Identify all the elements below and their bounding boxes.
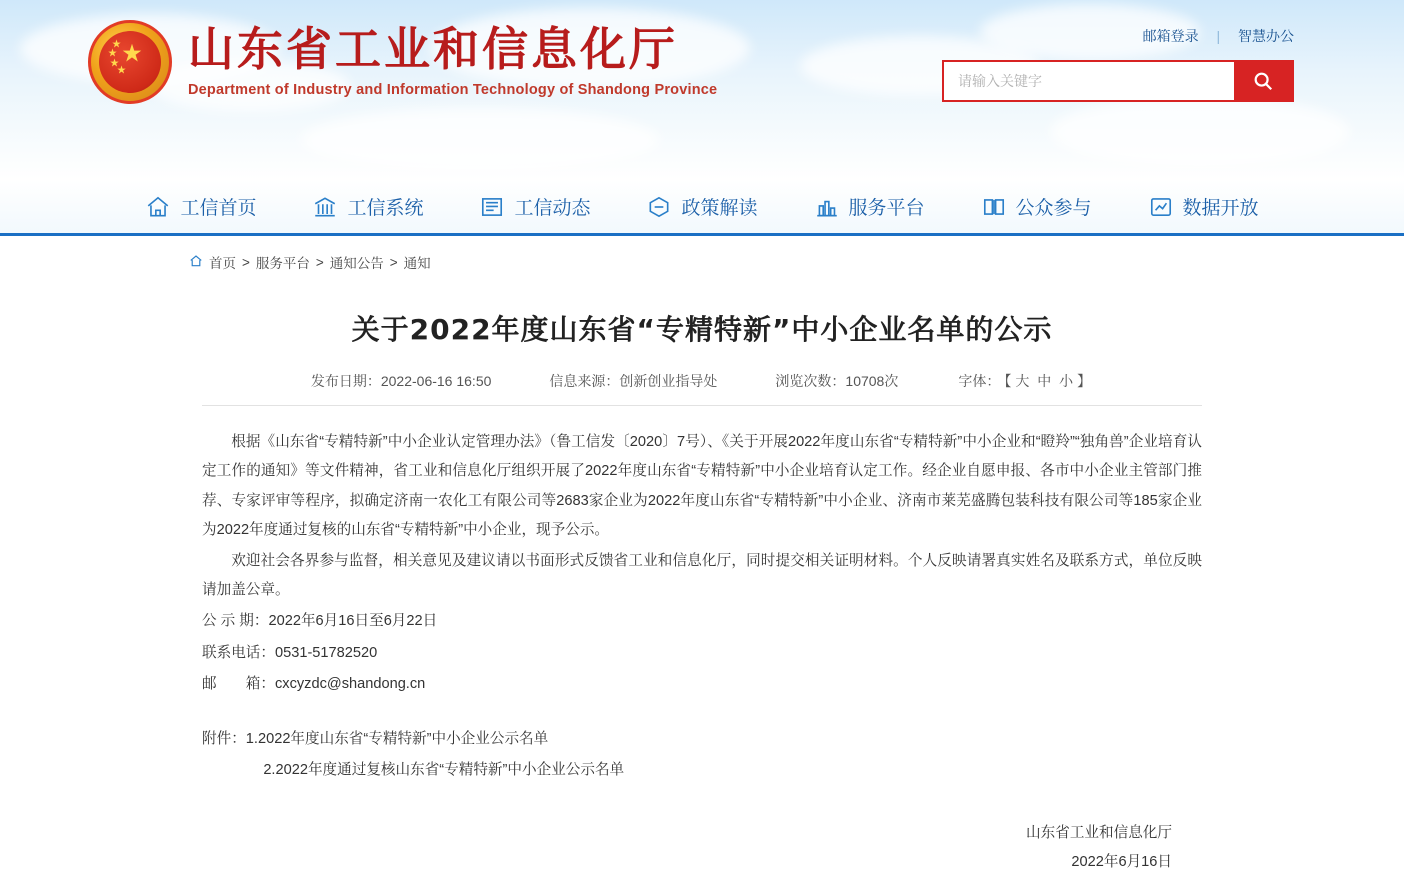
main-nav	[0, 180, 1404, 236]
nav-item-news[interactable]	[451, 193, 618, 220]
font-size-small[interactable]: 小	[1059, 373, 1074, 390]
top-links-separator: |	[1216, 28, 1221, 44]
field-value: cxcyzdc@shandong.cn	[274, 675, 426, 692]
search-box[interactable]	[942, 60, 1294, 102]
meta-source-value: 创新创业指导处	[619, 373, 718, 390]
nav-item-label: 公众参与	[1015, 198, 1092, 219]
attachment-second-line	[202, 756, 1202, 785]
nav-item-label: 政策解读	[681, 198, 758, 219]
attachments-label: 附件：	[202, 730, 246, 747]
meta-source	[549, 371, 717, 391]
attachment-link[interactable]: 1.2022年度山东省“专精特新”中小企业公示名单	[245, 730, 549, 747]
signature	[202, 819, 1202, 877]
nav-item-label: 工信首页	[180, 198, 257, 219]
meta-publish-date	[311, 371, 492, 391]
nav-item-label: 工信系统	[347, 198, 424, 219]
breadcrumb-separator: >	[242, 254, 250, 270]
search-input[interactable]	[944, 62, 1234, 100]
field-label: 公 示 期：	[202, 613, 269, 630]
field-value: 0531-51782520	[274, 644, 378, 661]
mail-login-link[interactable]: 邮箱登录	[1142, 28, 1199, 44]
meta-views-label: 浏览次数：	[775, 373, 846, 390]
font-size-large[interactable]: 大	[1015, 373, 1030, 390]
article-meta	[202, 371, 1202, 406]
font-bracket-right: 】	[1077, 373, 1092, 390]
field-email	[202, 670, 1202, 699]
breadcrumb-separator: >	[389, 254, 398, 270]
nav-item-data[interactable]	[1120, 193, 1287, 220]
meta-date-label: 发布日期：	[310, 373, 381, 390]
site-title-en: Department of Industry and Information Technology of Shandong Province	[188, 82, 718, 99]
font-size-switcher	[956, 371, 1093, 391]
policy-icon	[646, 194, 672, 220]
house-icon	[189, 254, 203, 271]
attachment-link[interactable]: 2.2022年度通过复核山东省“专精特新”中小企业公示名单	[263, 762, 625, 779]
meta-views-value: 10708次	[845, 373, 899, 390]
nav-item-public[interactable]	[953, 193, 1120, 220]
site-title-block	[188, 22, 717, 98]
field-label: 邮 箱：	[202, 675, 275, 692]
nav-item-home[interactable]	[117, 193, 284, 220]
breadcrumb-item-notice-announcement[interactable]: 通知公告	[329, 256, 384, 271]
smart-office-link[interactable]: 智慧办公	[1238, 28, 1294, 44]
meta-date-value: 2022-06-16 16:50	[380, 373, 492, 390]
signature-org: 山东省工业和信息化厅	[1026, 825, 1172, 842]
nav-item-system[interactable]	[284, 193, 451, 220]
breadcrumb	[97, 236, 1307, 280]
national-emblem-icon: ★ ★ ★ ★ ★	[88, 20, 172, 104]
site-title-cn: 山东省工业和信息化厅	[188, 22, 678, 76]
news-icon	[479, 194, 505, 220]
book-icon	[981, 194, 1007, 220]
nav-item-service[interactable]	[786, 193, 953, 220]
attachment-first-line	[202, 725, 1202, 754]
field-label: 联系电话：	[202, 644, 275, 661]
font-bracket-left: 【	[1004, 373, 1012, 390]
font-size-medium[interactable]: 中	[1033, 373, 1056, 390]
signature-date: 2022年6月16日	[1071, 854, 1172, 871]
article-body	[202, 406, 1202, 785]
article-paragraph: 根据《山东省“专精特新”中小企业认定管理办法》（鲁工信发〔2020〕7号）、《关于开展2022年度山东省“专精特新”中小企业和“瞪羚”“独角兽”企业培育认定工作的通知》等文件精神，省工业和信息化厅组织开展了2022年度山东省“专精特新”中小企业培育认定工作。经企业自愿申报、各市中小企业主管部门推荐、专家评审等程序，拟确定济南一农化工有限公司等2683家企业为2022年度山东省“专精特新”中小企业、济南市莱芜盛腾包装科技有限公司等185家企业为2022年度通过复核的山东省“专精特新”中小企业，现予公示。	[202, 434, 1202, 538]
field-value: 2022年6月16日至6月22日	[268, 613, 438, 630]
nav-item-label: 数据开放	[1182, 198, 1259, 219]
nav-item-label: 工信动态	[514, 198, 591, 219]
nav-item-label: 服务平台	[848, 198, 925, 219]
search-icon	[1252, 70, 1274, 92]
field-public-period	[202, 607, 1202, 636]
attachments	[202, 725, 1202, 785]
breadcrumb-item-home[interactable]: 首页	[209, 256, 236, 271]
field-phone	[202, 639, 1202, 668]
article-paragraph: 欢迎社会各界参与监督，相关意见及建议请以书面形式反馈省工业和信息化厅，同时提交相关证明材料。个人反映请署真实姓名及联系方式，单位反映请加盖公章。	[202, 552, 1202, 599]
meta-source-label: 信息来源：	[549, 373, 620, 390]
breadcrumb-item-service[interactable]: 服务平台	[255, 256, 310, 271]
breadcrumb-item-notice[interactable]: 通知	[403, 256, 431, 271]
nav-item-policy[interactable]	[618, 193, 785, 220]
bank-icon	[312, 194, 338, 220]
article	[202, 280, 1202, 878]
site-header	[0, 0, 1404, 180]
page-title: 关于2022年度山东省“专精特新”中小企业名单的公示	[351, 313, 1053, 346]
meta-views	[775, 371, 898, 391]
breadcrumb-separator: >	[315, 254, 324, 270]
font-size-label: 字体：	[958, 373, 1001, 390]
home-icon	[145, 194, 171, 220]
search-button[interactable]	[1234, 62, 1292, 100]
top-links	[1143, 26, 1294, 46]
data-icon	[1148, 194, 1174, 220]
service-icon	[814, 194, 840, 220]
